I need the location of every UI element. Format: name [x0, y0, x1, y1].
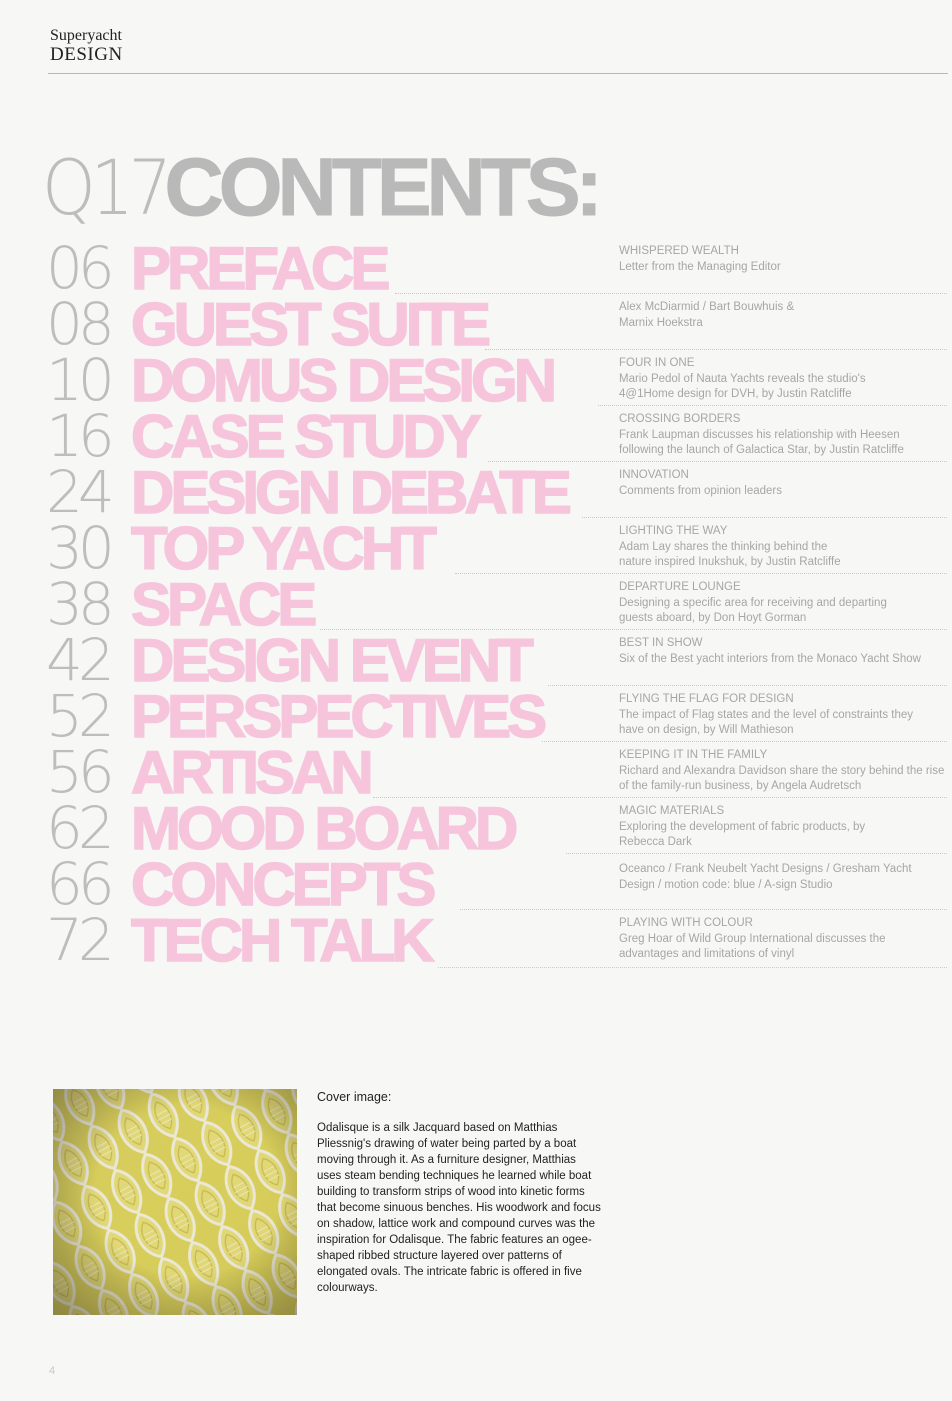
- toc-section-title: PERSPECTIVES: [131, 683, 544, 750]
- toc-page-number: 24: [46, 458, 110, 526]
- issue-number: Q17: [42, 143, 167, 232]
- toc-description: [619, 862, 939, 893]
- toc-description: [619, 804, 889, 851]
- toc-entry[interactable]: [0, 794, 952, 862]
- toc-divider: [455, 573, 947, 574]
- toc-page-number: 10: [46, 346, 110, 414]
- toc-page-number: 52: [46, 682, 110, 750]
- toc-article-title: CROSSING BORDERS: [619, 413, 741, 425]
- toc-description: [619, 692, 919, 739]
- toc-divider: [548, 685, 947, 686]
- toc-entry[interactable]: [0, 682, 952, 750]
- masthead-line2: DESIGN: [50, 44, 123, 65]
- toc-divider: [582, 517, 947, 518]
- toc-entry[interactable]: [0, 850, 952, 918]
- toc-divider: [488, 461, 947, 462]
- toc-article-body: Mario Pedol of Nauta Yachts reveals the studio's 4@1Home design for DVH, by Justin Ratcliffe: [619, 372, 866, 400]
- toc-description: [619, 524, 859, 571]
- toc-article-body: Alex McDiarmid / Bart Bouwhuis & Marnix Hoekstra: [619, 301, 795, 329]
- toc-divider: [485, 349, 947, 350]
- toc-divider: [460, 909, 947, 910]
- page-number: 4: [49, 1365, 56, 1377]
- toc-entry[interactable]: [0, 570, 952, 638]
- toc-article-title: FLYING THE FLAG FOR DESIGN: [619, 693, 794, 705]
- toc-description: [619, 412, 944, 459]
- toc-entry[interactable]: [0, 290, 952, 358]
- toc-description: [619, 244, 949, 275]
- toc-section-title: GUEST SUITE: [131, 291, 488, 358]
- toc-section-title: CONCEPTS: [131, 851, 433, 918]
- toc-article-body: Oceanco / Frank Neubelt Yacht Designs / Gresham Yacht Design / motion code: blue / A-sign Studio: [619, 863, 912, 891]
- toc-description: [619, 636, 949, 667]
- toc-article-title: LIGHTING THE WAY: [619, 525, 728, 537]
- toc-article-title: FOUR IN ONE: [619, 357, 695, 369]
- toc-page-number: 42: [46, 626, 110, 694]
- cover-caption: [317, 1090, 602, 1296]
- toc-page-number: 16: [46, 402, 110, 470]
- toc-divider: [373, 797, 947, 798]
- toc-article-body: Greg Hoar of Wild Group International discusses the advantages and limitations of vinyl: [619, 932, 886, 960]
- toc-entry[interactable]: [0, 234, 952, 302]
- toc-description: [619, 300, 809, 331]
- toc-section-title: DOMUS DESIGN: [131, 347, 554, 414]
- toc-entry[interactable]: [0, 626, 952, 694]
- toc-description: [619, 356, 894, 403]
- toc-section-title: DESIGN DEBATE: [131, 459, 568, 526]
- toc-article-body: Exploring the development of fabric products, by Rebecca Dark: [619, 820, 866, 848]
- masthead-logo: [50, 28, 123, 64]
- toc-article-title: WHISPERED WEALTH: [619, 245, 739, 257]
- toc-article-body: Six of the Best yacht interiors from the Monaco Yacht Show: [619, 652, 921, 665]
- toc-description: [619, 580, 889, 627]
- header-divider: [48, 73, 948, 74]
- toc-section-title: DESIGN EVENT: [131, 627, 530, 694]
- toc-divider: [395, 293, 947, 294]
- toc-page-number: 06: [46, 234, 110, 302]
- toc-page-number: 66: [46, 850, 110, 918]
- toc-description: [619, 468, 949, 499]
- toc-entry[interactable]: [0, 346, 952, 414]
- toc-page-number: 72: [46, 906, 110, 974]
- toc-section-title: SPACE: [131, 571, 314, 638]
- toc-article-title: MAGIC MATERIALS: [619, 805, 725, 817]
- toc-section-title: TECH TALK: [131, 907, 431, 974]
- toc-section-title: MOOD BOARD: [131, 795, 515, 862]
- contents-heading: CONTENTS:: [164, 142, 598, 233]
- toc-entry[interactable]: [0, 906, 952, 974]
- toc-article-body: Frank Laupman discusses his relationship with Heesen following the launch of Galactica Star, by Justin Ratcliffe: [619, 428, 904, 456]
- toc-description: [619, 916, 889, 963]
- toc-section-title: PREFACE: [131, 235, 387, 302]
- toc-entry[interactable]: [0, 514, 952, 582]
- toc-description: [619, 748, 949, 795]
- page-title: [42, 142, 598, 233]
- toc-article-title: BEST IN SHOW: [619, 637, 703, 649]
- toc-entry[interactable]: [0, 738, 952, 806]
- toc-divider: [438, 967, 947, 968]
- toc-divider: [542, 741, 947, 742]
- toc-section-title: TOP YACHT: [131, 515, 433, 582]
- toc-page-number: 62: [46, 794, 110, 862]
- cover-caption-body: Odalisque is a silk Jacquard based on Matthias Pliessnig's drawing of water being parted by a boat moving through it. As a furniture designer, Matthias uses steam bending techniques he learned while boat building to transform strips of wood into kinetic forms that become sinuous benches. His woodwork and focus on shadow, lattice work and compound curves was the inspiration for Odalisque. The fabric features an ogee-shaped ribbed structure layered over patterns of elongated ovals. The intricate fabric is offered in five colourways.: [317, 1122, 601, 1294]
- toc-divider: [598, 405, 947, 406]
- toc-article-body: Richard and Alexandra Davidson share the story behind the rise of the family-run business, by Angela Audretsch: [619, 764, 945, 792]
- toc-entry[interactable]: [0, 458, 952, 526]
- cover-caption-title: Cover image:: [317, 1090, 392, 1104]
- cover-fabric-image: [53, 1089, 297, 1315]
- toc-article-title: KEEPING IT IN THE FAMILY: [619, 749, 768, 761]
- toc-divider: [320, 629, 947, 630]
- toc-article-title: INNOVATION: [619, 469, 689, 481]
- toc-article-body: Comments from opinion leaders: [619, 484, 782, 497]
- toc-section-title: ARTISAN: [131, 739, 370, 806]
- toc-page-number: 56: [46, 738, 110, 806]
- toc-article-title: DEPARTURE LOUNGE: [619, 581, 741, 593]
- toc-article-body: The impact of Flag states and the level of constraints they have on design, by Will Mathieson: [619, 708, 914, 736]
- toc-divider: [566, 853, 947, 854]
- toc-article-body: Designing a specific area for receiving and departing guests aboard, by Don Hoyt Gorman: [619, 596, 887, 624]
- toc-page-number: 38: [46, 570, 110, 638]
- toc-article-title: PLAYING WITH COLOUR: [619, 917, 753, 929]
- toc-page-number: 30: [46, 514, 110, 582]
- masthead-line1: Superyacht: [50, 27, 122, 44]
- toc-article-body: Letter from the Managing Editor: [619, 260, 781, 273]
- toc-page-number: 08: [46, 290, 110, 358]
- toc-entry[interactable]: [0, 402, 952, 470]
- toc-section-title: CASE STUDY: [131, 403, 478, 470]
- toc-article-body: Adam Lay shares the thinking behind the nature inspired Inukshuk, by Justin Ratcliffe: [619, 540, 841, 568]
